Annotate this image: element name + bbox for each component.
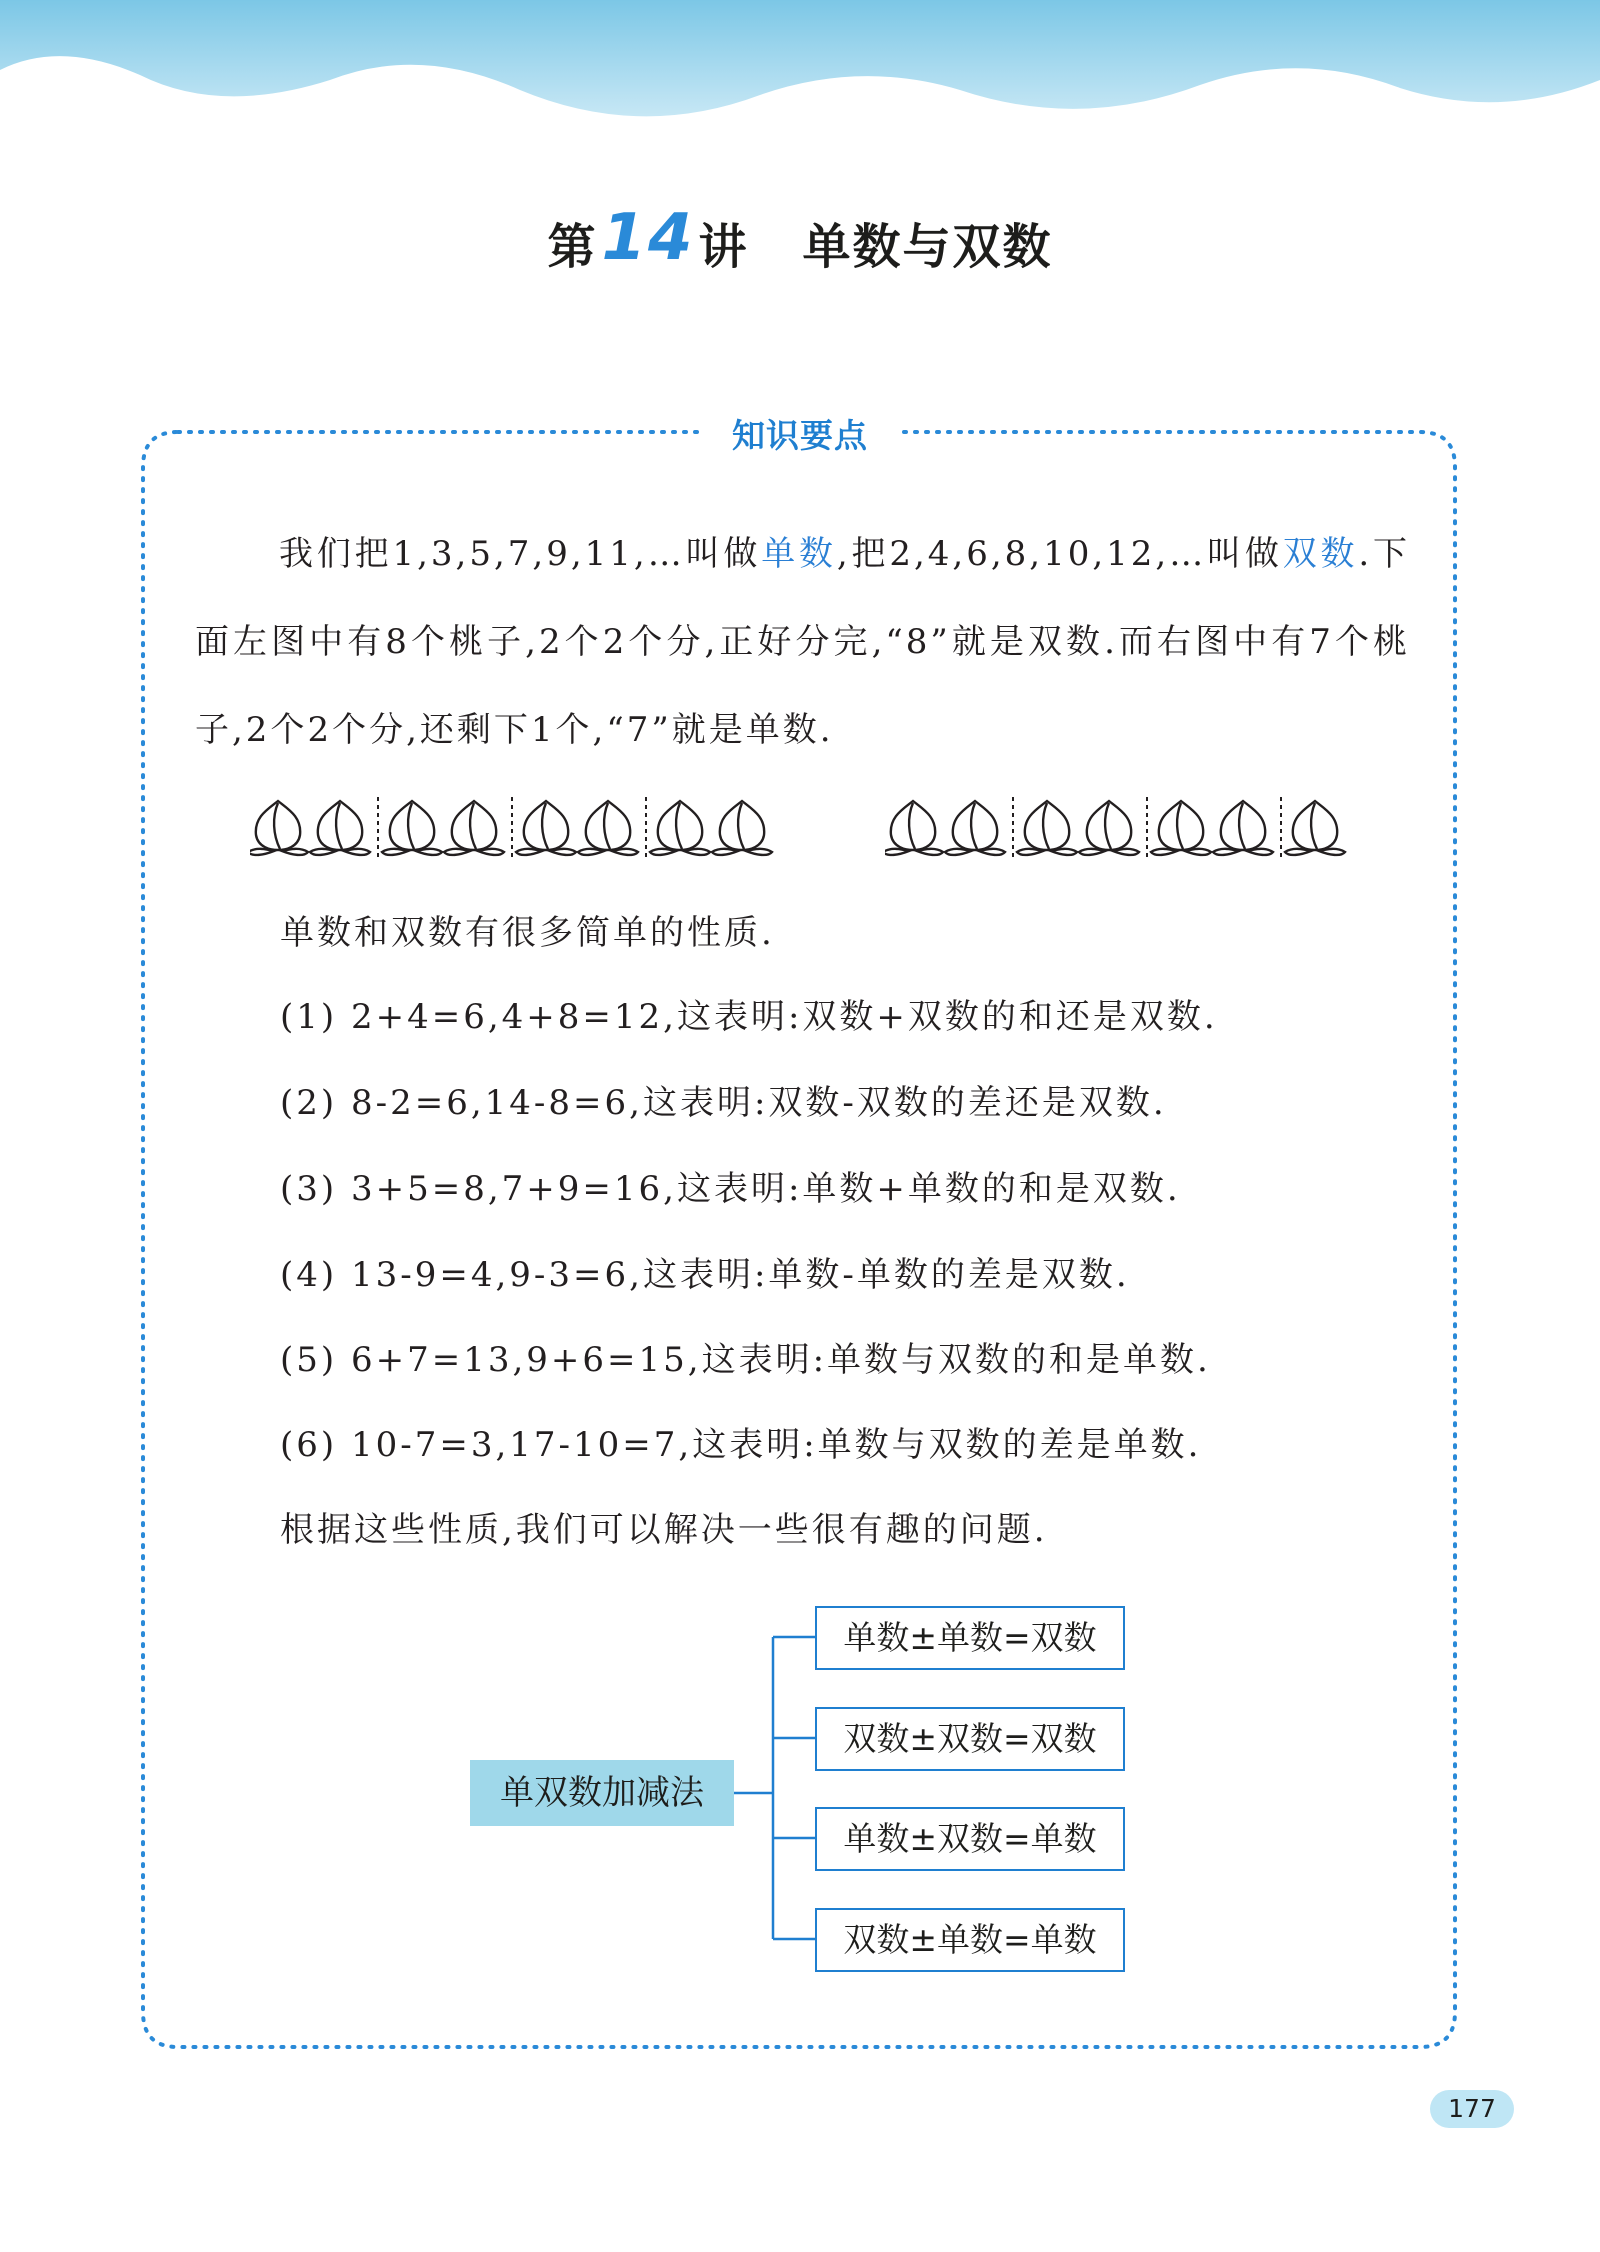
lesson-number: 14 — [601, 201, 695, 275]
property-item: (4) 13-9=4,9-3=6,这表明:单数-单数的差是双数. — [280, 1255, 1130, 1295]
keyword-odd: 单数 — [761, 534, 837, 574]
summary-diagram — [470, 1595, 1150, 1975]
property-item: (6) 10-7=3,17-10=7,这表明:单数与双数的差是单数. — [280, 1425, 1202, 1465]
peach-icon — [382, 801, 442, 855]
peach-icon — [1017, 801, 1077, 855]
peaches-left-group — [250, 795, 790, 861]
peach-icon — [1285, 801, 1345, 855]
keyword-even: 双数 — [1282, 534, 1359, 574]
diagram-root: 单双数加减法 — [470, 1760, 734, 1826]
property-item: (1) 2+4=6,4+8=12,这表明:双数+双数的和还是双数. — [280, 997, 1218, 1037]
rule-box: 双数±单数=单数 — [815, 1908, 1125, 1972]
title-text: 单数与双数 — [802, 219, 1053, 275]
rule-box: 双数±双数=双数 — [815, 1707, 1125, 1771]
properties-heading: 单数和双数有很多简单的性质. — [280, 913, 775, 953]
peach-icon — [650, 801, 710, 855]
peach-icon — [885, 801, 943, 855]
peach-icon — [310, 801, 370, 855]
intro-text-a: 我们把1,3,5,7,9,11,…叫做 — [279, 534, 762, 574]
intro-paragraph — [195, 510, 1410, 774]
peaches-right-group — [885, 795, 1355, 861]
peach-icon — [1213, 801, 1273, 855]
property-item: (5) 6+7=13,9+6=15,这表明:单数与双数的和是单数. — [280, 1340, 1211, 1380]
peach-icon — [578, 801, 638, 855]
page-number: 177 — [1430, 2090, 1514, 2128]
peach-icon — [945, 801, 1005, 855]
property-item: (2) 8-2=6,14-8=6,这表明:双数-双数的差还是双数. — [280, 1083, 1167, 1123]
title-prefix: 第 — [547, 219, 598, 275]
peach-icon — [250, 801, 308, 855]
intro-text-c: .下面左图中有8个桃子,2个2个分,正好分完,“8”就是双数.而右图中有7个桃子,2个2个分,还剩下1个,“7”就是单数. — [195, 534, 1411, 750]
peach-icon — [1151, 801, 1211, 855]
cloud-header-banner — [0, 0, 1600, 140]
peach-icon — [712, 801, 772, 855]
rule-box: 单数±单数=双数 — [815, 1606, 1125, 1670]
peach-icon — [516, 801, 576, 855]
peach-icon — [1079, 801, 1139, 855]
property-item: (3) 3+5=8,7+9=16,这表明:单数+单数的和是双数. — [280, 1169, 1181, 1209]
title-suffix: 讲 — [698, 219, 749, 275]
section-label: 知识要点 — [700, 410, 900, 462]
lesson-title — [0, 201, 1600, 279]
peach-icon — [444, 801, 504, 855]
rule-box: 单数±双数=单数 — [815, 1807, 1125, 1871]
intro-text-b: ,把2,4,6,8,10,12,…叫做 — [836, 534, 1283, 574]
properties-conclusion: 根据这些性质,我们可以解决一些很有趣的问题. — [280, 1510, 1048, 1550]
